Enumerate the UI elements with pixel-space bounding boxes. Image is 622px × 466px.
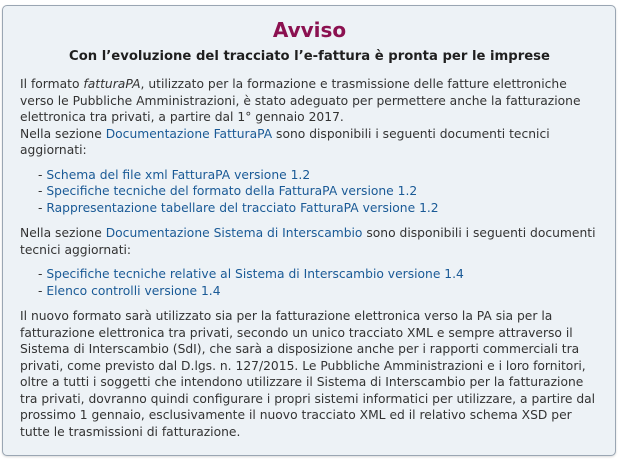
sdi-docs-paragraph: Nella sezione Documentazione Sistema di Interscambio sono disponibili i seguenti documenti tecnici aggiornati:	[20, 226, 596, 257]
notice-title: Avviso	[272, 18, 347, 42]
fatturapa-docs-paragraph: Nella sezione Documentazione FatturaPA sono disponibili i seguenti documenti tecnici aggiornati:	[20, 126, 550, 157]
intro-paragraph: Il formato fatturaPA, utilizzato per la formazione e trasmissione delle fatture elettroniche verso le Pubbliche Amministrazioni, è stato adeguato per permettere anche la fatturazione elettronica tra privati, a partire dal 1° gennaio 2017.	[20, 77, 581, 124]
link-schema-xml[interactable]: Schema del file xml FatturaPA versione 1.2	[46, 167, 311, 182]
link-rappresentazione-tabellare[interactable]: Rappresentazione tabellare del tracciato FatturaPA versione 1.2	[46, 200, 439, 215]
fatturapa-term: fatturaPA	[83, 77, 141, 91]
list-item	[38, 283, 599, 300]
list-item	[38, 167, 599, 184]
link-documentazione-fatturapa[interactable]: Documentazione FatturaPA	[105, 126, 273, 141]
new-format-paragraph: Il nuovo formato sarà utilizzato sia per la fatturazione elettronica verso la PA sia per la fatturazione elettronica tra privati, secondo un unico tracciato XML e sempre attraverso il Sistema di Interscambio (SdI), che sarà a disposizione anche per i rapporti commerciali tra privati, come previsto dal D.lgs. n. 127/2015. Le Pubbliche Amministrazioni e i loro fornitori, oltre a tutti i soggetti che intendono utilizzare il Sistema di Interscambio per la fatturazione tra privati, dovranno quindi configurare i propri sistemi informatici per utilizzare, a partire dal prossimo 1 gennaio, esclusivamente il nuovo tracciato XML ed il relativo schema XSD per tutte le trasmissioni di fatturazione.	[20, 309, 596, 439]
link-documentazione-sdi[interactable]: Documentazione Sistema di Interscambio	[105, 226, 363, 240]
notice-panel	[2, 5, 616, 456]
list-item	[38, 266, 599, 283]
link-elenco-controlli[interactable]: Elenco controlli versione 1.4	[46, 283, 221, 298]
list-item	[38, 200, 599, 217]
fatturapa-docs-list	[38, 167, 599, 217]
link-specifiche-formato[interactable]: Specifiche tecniche del formato della FatturaPA versione 1.2	[46, 184, 418, 198]
sdi-docs-list	[38, 266, 599, 299]
link-specifiche-sdi[interactable]: Specifiche tecniche relative al Sistema di Interscambio versione 1.4	[46, 267, 464, 281]
list-item	[38, 183, 599, 200]
notice-subtitle: Con l’evoluzione del tracciato l’e-fattura è pronta per le imprese	[69, 49, 550, 64]
